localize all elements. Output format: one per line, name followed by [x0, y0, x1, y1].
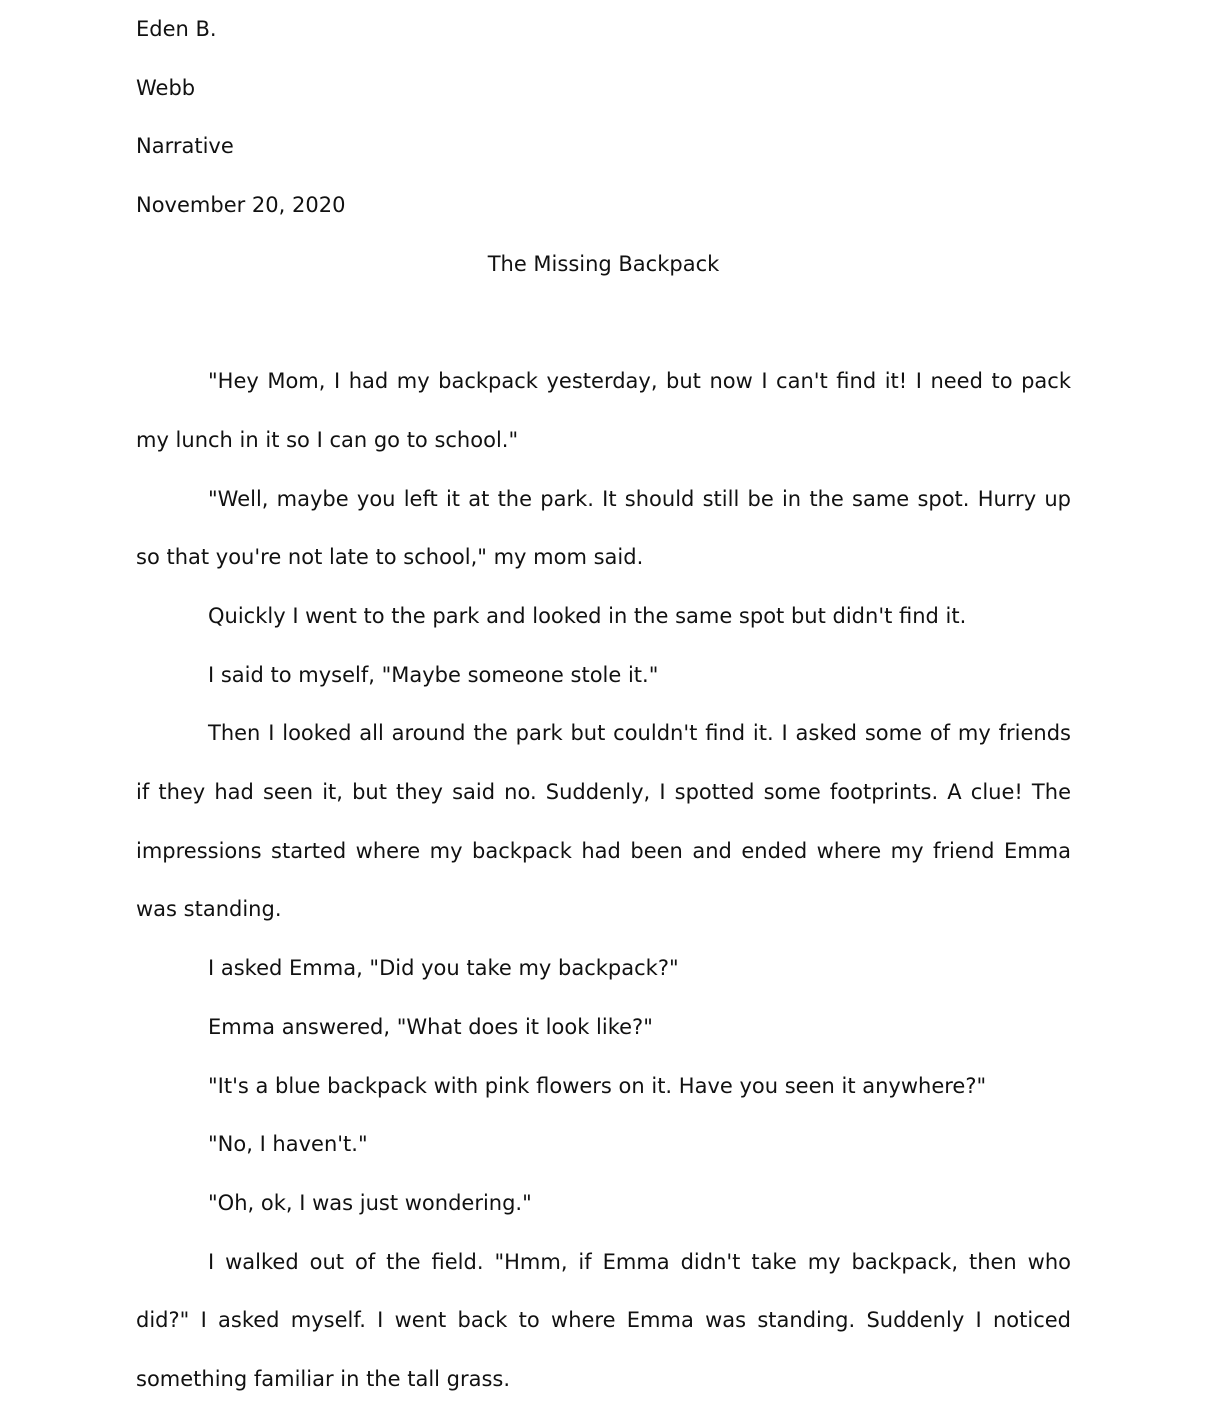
paragraph: "Oh, ok, I was just wondering." — [208, 1190, 532, 1215]
document-page — [136, 0, 1071, 1409]
document-date: November 20, 2020 — [136, 193, 346, 218]
paragraph: I walked out of the field. "Hmm, if Emma didn't take my backpack, then who did?" I asked myself. I went back to where Emma was standing. Suddenly I noticed something familiar in the tall grass. — [136, 1249, 1071, 1392]
paragraph: I asked Emma, "Did you take my backpack?" — [208, 956, 679, 981]
paragraph: Quickly I went to the park and looked in the same spot but didn't find it. — [208, 603, 967, 628]
paragraph: "Well, maybe you left it at the park. It should still be in the same spot. Hurry up so that you're not late to school," my mom said. — [136, 486, 1071, 570]
blank-line — [136, 293, 1071, 352]
paragraph: "It's a blue backpack with pink flowers on it. Have you seen it anywhere?" — [208, 1073, 987, 1098]
paragraph: "Hey Mom, I had my backpack yesterday, but now I can't find it! I need to pack my lunch in it so I can go to school." — [136, 369, 1071, 452]
author-name: Eden B. — [136, 17, 217, 41]
paragraph: Then I looked all around the park but couldn't find it. I asked some of my friends if they had seen it, but they said no. Suddenly, I spotted some footprints. A clue! The impressions started where my backpack had been and ended where my friend Emma was standing. — [136, 721, 1071, 922]
document-title: The Missing Backpack — [487, 251, 720, 276]
teacher-name: Webb — [136, 75, 196, 100]
paragraph: "No, I haven't." — [208, 1132, 368, 1157]
paragraph: I said to myself, "Maybe someone stole it." — [208, 662, 659, 687]
paragraph: Emma answered, "What does it look like?" — [208, 1014, 653, 1039]
assignment-type: Narrative — [136, 134, 234, 159]
